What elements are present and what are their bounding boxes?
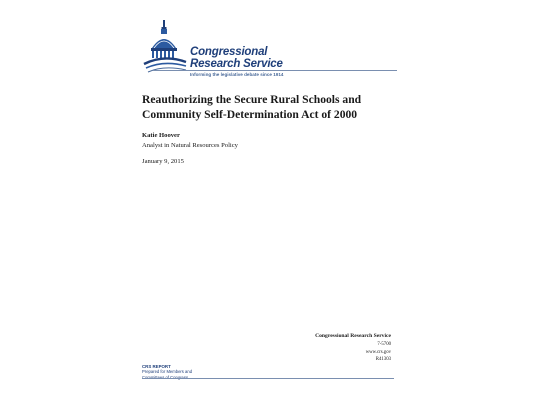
crs-logo (142, 18, 402, 76)
document-title (142, 92, 442, 122)
website: www.crs.gov (365, 349, 391, 355)
footer-sub-line1: Prepared for Members and (142, 369, 193, 375)
report-code: 7-5700 (377, 342, 391, 347)
brand-name-line1: Congressional (190, 46, 268, 58)
report-number: R41303 (375, 357, 391, 363)
brand-name-line2: Research Service (190, 58, 283, 70)
footer-label: CRS REPORT (142, 364, 171, 369)
publication-date: January 9, 2015 (142, 158, 184, 165)
author-title: Analyst in Natural Resources Policy (142, 142, 238, 149)
header-divider (153, 70, 397, 71)
footer-divider (142, 378, 394, 379)
title-line2: Community Self-Determination Act of 2000 (142, 108, 358, 121)
report-info-block (315, 332, 391, 364)
capitol-dome-icon (142, 18, 188, 74)
org-name: Congressional Research Service (315, 333, 391, 339)
author-name: Katie Hoover (142, 132, 180, 139)
footer-sub-line2: Committees of Congress (142, 374, 189, 380)
title-line1: Reauthorizing the Secure Rural Schools and (142, 93, 362, 106)
brand-tagline: Informing the legislative debate since 1914 (190, 72, 284, 77)
